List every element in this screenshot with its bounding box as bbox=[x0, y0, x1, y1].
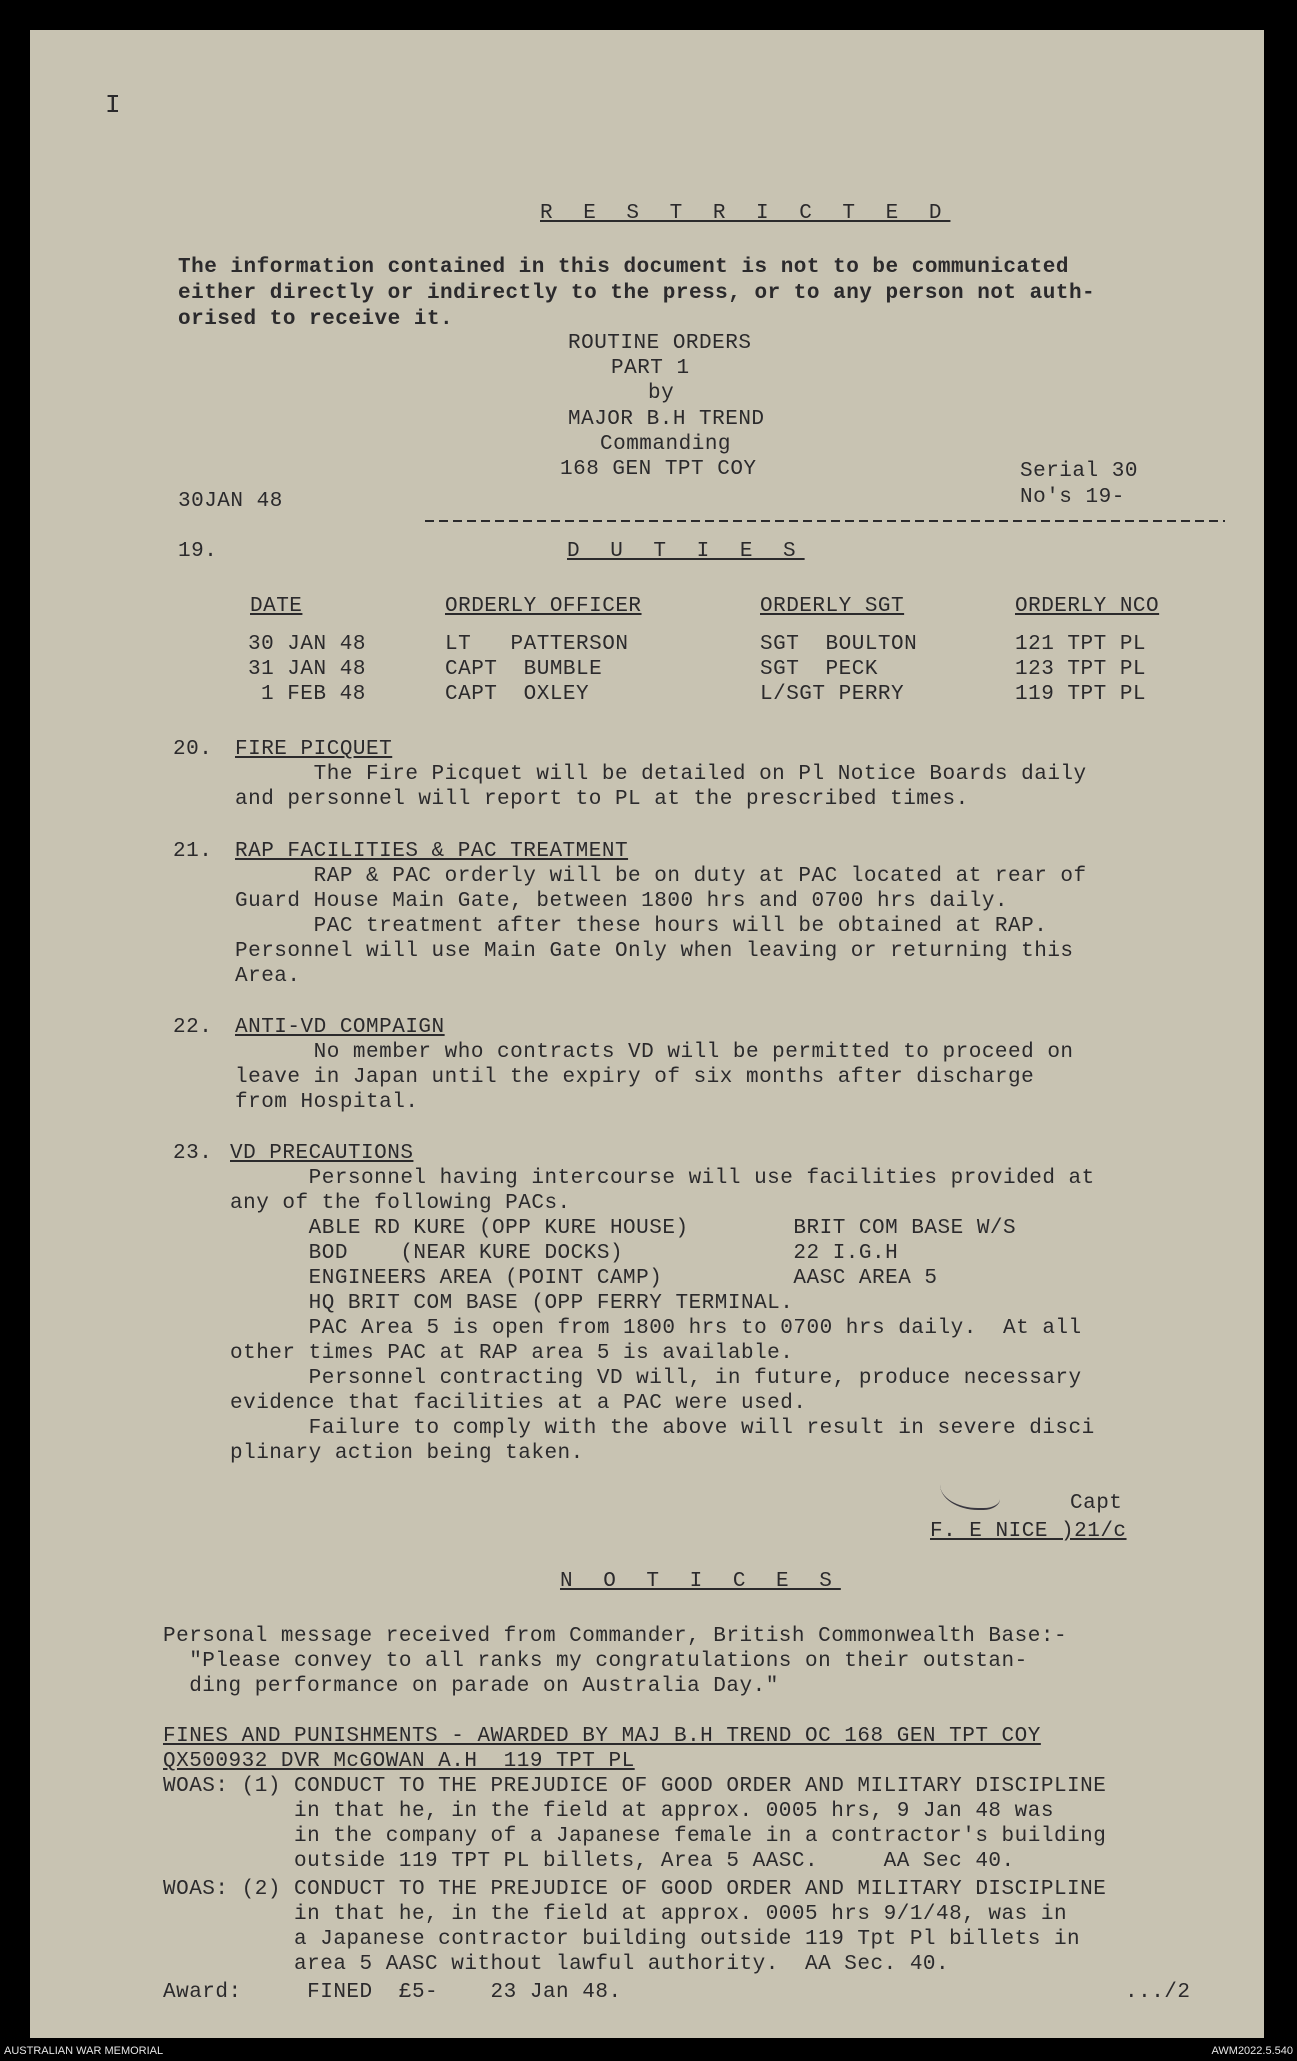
item-text: leave in Japan until the expiry of six months after discharge bbox=[235, 1066, 1035, 1089]
order-numbers: No's 19- bbox=[1020, 486, 1125, 509]
table-cell: 121 TPT PL bbox=[1015, 633, 1147, 656]
table-cell: 31 JAN 48 bbox=[248, 658, 366, 681]
charge-line: a Japanese contractor building outside 119 Tpt Pl billets in bbox=[163, 1928, 1081, 1951]
charge-line: in that he, in the field at approx. 0005 hrs 9/1/48, was in bbox=[163, 1903, 1068, 1926]
title-line: Commanding bbox=[600, 433, 732, 456]
column-header: DATE bbox=[250, 595, 303, 618]
column-header: ORDERLY SGT bbox=[760, 595, 905, 618]
restricted-heading: R E S T R I C T E D bbox=[540, 202, 951, 225]
table-cell: SGT BOULTON bbox=[760, 633, 918, 656]
notice-line-3: orised to receive it. bbox=[178, 308, 454, 331]
table-cell: L/SGT PERRY bbox=[760, 683, 905, 706]
charge-line: in the company of a Japanese female in a contractor's building bbox=[163, 1825, 1107, 1848]
item-heading: VD PRECAUTIONS bbox=[230, 1142, 414, 1165]
notice-text: Personal message received from Commander, British Commonwealth Base:- bbox=[163, 1625, 1068, 1648]
separator-rule bbox=[425, 520, 1225, 522]
item-text: ENGINEERS AREA (POINT CAMP) AASC AREA 5 bbox=[230, 1267, 938, 1290]
table-cell: CAPT OXLEY bbox=[445, 683, 590, 706]
table-cell: 119 TPT PL bbox=[1015, 683, 1147, 706]
table-cell: LT PATTERSON bbox=[445, 633, 629, 656]
title-line: by bbox=[648, 382, 675, 405]
signature-name: F. E NICE )21/c bbox=[930, 1520, 1127, 1543]
footer-reference: AWM2022.5.540 bbox=[1211, 2045, 1293, 2057]
item-text: evidence that facilities at a PAC were used. bbox=[230, 1392, 807, 1415]
notice-text: ding performance on parade on Australia Day." bbox=[163, 1675, 779, 1698]
item-text: BOD (NEAR KURE DOCKS) 22 I.G.H bbox=[230, 1242, 899, 1265]
table-cell: 30 JAN 48 bbox=[248, 633, 366, 656]
notice-line-1: The information contained in this document is not to be communicated bbox=[178, 256, 1069, 279]
item-number: 22. bbox=[173, 1016, 213, 1039]
item-text: any of the following PACs. bbox=[230, 1192, 571, 1215]
item-text: Personnel having intercourse will use facilities provided at bbox=[230, 1167, 1095, 1190]
table-cell: 123 TPT PL bbox=[1015, 658, 1147, 681]
notice-text: "Please convey to all ranks my congratulations on their outstan- bbox=[163, 1650, 1028, 1673]
serial-number: Serial 30 bbox=[1020, 460, 1138, 483]
item-text: ABLE RD KURE (OPP KURE HOUSE) BRIT COM BASE W/S bbox=[230, 1217, 1017, 1240]
title-line: PART 1 bbox=[611, 357, 690, 380]
item-text: Failure to comply with the above will result in severe disci bbox=[230, 1417, 1095, 1440]
item-text: Personnel contracting VD will, in future, produce necessary bbox=[230, 1367, 1082, 1390]
column-header: ORDERLY OFFICER bbox=[445, 595, 642, 618]
handwritten-signature bbox=[940, 1470, 1000, 1510]
signature-rank: Capt bbox=[1070, 1492, 1123, 1515]
item-text: Area. bbox=[235, 965, 301, 988]
document-page bbox=[30, 30, 1264, 2038]
title-line: MAJOR B.H TREND bbox=[568, 408, 765, 431]
item-number: 21. bbox=[173, 840, 213, 863]
notice-line-2: either directly or indirectly to the press, or to any person not auth- bbox=[178, 282, 1096, 305]
soldier-details: QX500932 DVR McGOWAN A.H 119 TPT PL bbox=[163, 1750, 635, 1773]
item-heading: RAP FACILITIES & PAC TREATMENT bbox=[235, 840, 629, 863]
table-cell: SGT PECK bbox=[760, 658, 878, 681]
item-text: HQ BRIT COM BASE (OPP FERRY TERMINAL. bbox=[230, 1292, 794, 1315]
duties-heading: D U T I E S bbox=[567, 540, 805, 563]
margin-mark: I bbox=[105, 90, 122, 120]
charge-line: in that he, in the field at approx. 0005 hrs, 9 Jan 48 was bbox=[163, 1800, 1054, 1823]
item-text: and personnel will report to PL at the prescribed times. bbox=[235, 788, 969, 811]
item-text: No member who contracts VD will be permitted to proceed on bbox=[235, 1041, 1074, 1064]
item-number: 20. bbox=[173, 738, 213, 761]
table-cell: CAPT BUMBLE bbox=[445, 658, 603, 681]
footer-credit: AUSTRALIAN WAR MEMORIAL bbox=[4, 2045, 164, 2057]
notices-heading: N O T I C E S bbox=[560, 1570, 841, 1593]
charge-line: WOAS: (1) CONDUCT TO THE PREJUDICE OF GOOD ORDER AND MILITARY DISCIPLINE bbox=[163, 1775, 1107, 1798]
item-number: 19. bbox=[178, 540, 218, 563]
item-text: RAP & PAC orderly will be on duty at PAC located at rear of bbox=[235, 865, 1087, 888]
order-date: 30JAN 48 bbox=[178, 490, 283, 513]
item-number: 23. bbox=[173, 1142, 213, 1165]
item-text: Personnel will use Main Gate Only when leaving or returning this bbox=[235, 940, 1074, 963]
item-text: PAC Area 5 is open from 1800 hrs to 0700 hrs daily. At all bbox=[230, 1317, 1082, 1340]
item-text: Guard House Main Gate, between 1800 hrs and 0700 hrs daily. bbox=[235, 890, 1009, 913]
charge-line: area 5 AASC without lawful authority. AA Sec. 40. bbox=[163, 1953, 950, 1976]
award-line: Award: FINED £5- 23 Jan 48. bbox=[163, 1981, 622, 2004]
item-text: other times PAC at RAP area 5 is available. bbox=[230, 1342, 794, 1365]
charge-line: outside 119 TPT PL billets, Area 5 AASC. AA Sec 40. bbox=[163, 1850, 1015, 1873]
title-line: 168 GEN TPT COY bbox=[560, 458, 757, 481]
charge-line: WOAS: (2) CONDUCT TO THE PREJUDICE OF GOOD ORDER AND MILITARY DISCIPLINE bbox=[163, 1878, 1107, 1901]
page-continuation: .../2 bbox=[1125, 1981, 1191, 2004]
table-cell: 1 FEB 48 bbox=[261, 683, 366, 706]
item-text: PAC treatment after these hours will be obtained at RAP. bbox=[235, 915, 1048, 938]
item-text: The Fire Picquet will be detailed on Pl Notice Boards daily bbox=[235, 763, 1087, 786]
item-heading: FIRE PICQUET bbox=[235, 738, 393, 761]
title-line: ROUTINE ORDERS bbox=[568, 332, 752, 355]
item-text: plinary action being taken. bbox=[230, 1442, 584, 1465]
column-header: ORDERLY NCO bbox=[1015, 595, 1160, 618]
fines-heading: FINES AND PUNISHMENTS - AWARDED BY MAJ B.H TREND OC 168 GEN TPT COY bbox=[163, 1725, 1041, 1748]
item-text: from Hospital. bbox=[235, 1091, 419, 1114]
item-heading: ANTI-VD COMPAIGN bbox=[235, 1016, 445, 1039]
